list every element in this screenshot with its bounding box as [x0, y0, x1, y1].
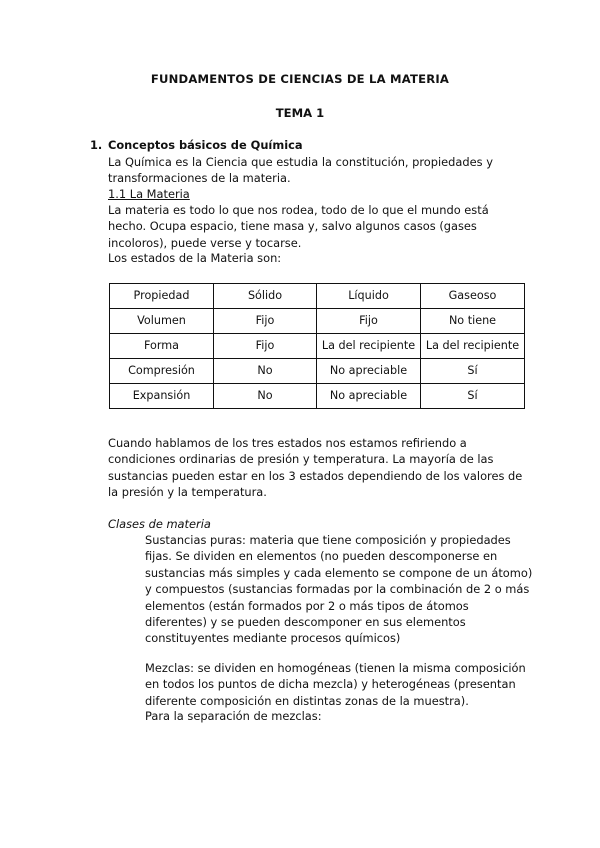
conditions-paragraph: Cuando hablamos de los tres estados nos estamos refiriendo a condiciones ordinarias de presión y temperatura. La mayoría de las sustancias pueden estar en los 3 estados dependiendo de los valores de la presión y la temperatura.: [108, 436, 523, 500]
table-cell: Fijo: [214, 334, 317, 359]
table-row: [110, 309, 525, 334]
table-cell: Fijo: [317, 309, 421, 334]
table-cell: No: [214, 384, 317, 409]
table-cell: Forma: [110, 334, 214, 359]
section-heading-text: Conceptos básicos de Química: [108, 138, 303, 152]
table-header-cell: Propiedad: [110, 284, 214, 309]
table-cell: Fijo: [214, 309, 317, 334]
table-header-cell: Líquido: [317, 284, 421, 309]
estados-intro: Los estados de la Materia son:: [108, 251, 282, 265]
table-cell: La del recipiente: [317, 334, 421, 359]
separacion-line: Para la separación de mezclas:: [145, 709, 322, 723]
table-cell: No tiene: [421, 309, 525, 334]
table-row: [110, 359, 525, 384]
table-header-cell: Sólido: [214, 284, 317, 309]
table-row: [110, 334, 525, 359]
table-cell: Expansión: [110, 384, 214, 409]
table-header-cell: Gaseoso: [421, 284, 525, 309]
document-subtitle: TEMA 1: [275, 106, 325, 120]
materia-paragraph: La materia es todo lo que nos rodea, todo de lo que el mundo está hecho. Ocupa espacio, tiene masa y, salvo algunos casos (gases incoloros), puede verse y tocarse.: [108, 203, 489, 250]
table-row: [110, 384, 525, 409]
section-heading: [90, 137, 303, 153]
table-cell: Sí: [421, 359, 525, 384]
mezclas-paragraph: Mezclas: se dividen en homogéneas (tienen la misma composición en todos los puntos de dicha mezcla) y heterogéneas (presentan diferente composición en distintas zonas de la muestra).: [145, 661, 526, 708]
table-cell: No: [214, 359, 317, 384]
table-cell: Volumen: [110, 309, 214, 334]
section-number: 1.: [90, 138, 103, 152]
subsection-title: 1.1 La Materia: [108, 187, 190, 201]
chemistry-definition: La Química es la Ciencia que estudia la constitución, propiedades y transformaciones de la materia.: [108, 155, 493, 186]
table-cell: No apreciable: [317, 359, 421, 384]
table-header-row: [110, 284, 525, 309]
clases-heading: Clases de materia: [108, 517, 211, 531]
table-cell: Sí: [421, 384, 525, 409]
sustancias-puras-paragraph: Sustancias puras: materia que tiene composición y propiedades fijas. Se dividen en elementos (no pueden descomponerse en sustancias más simples y cada elemento se compone de un átomo) y compuestos (sustancias formadas por la combinación de 2 o más elementos (están formados por 2 o más tipos de átomos diferentes) y se pueden descomponer en sus elementos constituyentes mediante procesos químicos): [145, 533, 533, 646]
table-cell: La del recipiente: [421, 334, 525, 359]
table-cell: No apreciable: [317, 384, 421, 409]
document-title: FUNDAMENTOS DE CIENCIAS DE LA MATERIA: [150, 72, 450, 86]
states-table: [109, 283, 525, 409]
table-cell: Compresión: [110, 359, 214, 384]
